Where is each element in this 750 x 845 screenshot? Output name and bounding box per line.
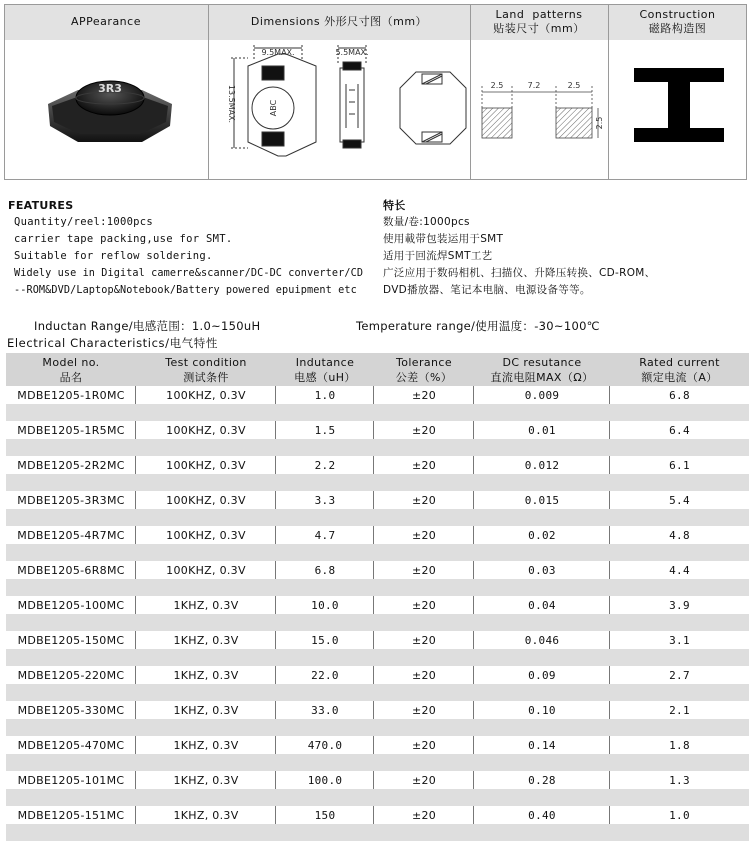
cell-dcr: 0.02 <box>528 528 556 542</box>
cell-model: MDBE1205-101MC <box>17 773 125 787</box>
cell-dcr: 0.009 <box>524 388 560 402</box>
land-patterns-heading <box>470 4 608 40</box>
row-separator-band <box>6 754 749 771</box>
construction-drawing <box>630 66 728 144</box>
land-pattern-drawing <box>474 70 606 150</box>
header-text: Rated current <box>639 355 720 369</box>
header-text-cn: 额定电流（A） <box>641 370 718 384</box>
table-row <box>6 771 749 806</box>
cell-inductance: 1.0 <box>314 388 336 402</box>
cell-tolerance: ±20 <box>411 388 437 402</box>
cell-dcr: 0.03 <box>528 563 556 577</box>
cell-test-condition: 100KHZ, 0.3V <box>166 528 246 542</box>
cell-tolerance: ±20 <box>411 563 437 577</box>
cell-rated-current: 2.7 <box>669 668 690 682</box>
cell-inductance: 100.0 <box>307 773 343 787</box>
table-row <box>6 386 749 421</box>
cell-inductance: 150 <box>314 808 336 822</box>
appearance-label: APPearance <box>71 15 141 28</box>
header-text-cn: 测试条件 <box>183 370 229 384</box>
cell-model: MDBE1205-150MC <box>17 633 125 647</box>
land-b-label: 7.2 <box>527 81 541 90</box>
construction-label-cn: 磁路构造图 <box>648 22 707 35</box>
cell-rated-current: 1.8 <box>669 738 690 752</box>
cell-dcr: 0.28 <box>528 773 556 787</box>
cell-inductance: 2.2 <box>314 458 336 472</box>
feature-line-cn: DVD播放器、笔记本电脑、电源设备等等。 <box>383 284 591 296</box>
land-patterns-label-cn: 贴装尺寸（mm） <box>493 22 585 35</box>
cell-tolerance: ±20 <box>411 773 437 787</box>
cell-rated-current: 1.0 <box>669 808 690 822</box>
cell-test-condition: 1KHZ, 0.3V <box>173 808 239 822</box>
cell-test-condition: 100KHZ, 0.3V <box>166 493 246 507</box>
row-separator-band <box>6 824 749 841</box>
table-row <box>6 526 749 561</box>
column-header-inductance <box>276 353 374 386</box>
header-text: DC resutance <box>502 355 582 369</box>
divider <box>470 4 471 180</box>
cell-model: MDBE1205-470MC <box>17 738 125 752</box>
row-separator-band <box>6 684 749 701</box>
inductance-range: Inductan Range/电感范围：1.0~150uH <box>34 319 261 333</box>
header-text: Test condition <box>165 355 247 369</box>
row-separator-band <box>6 649 749 666</box>
header-text: Indutance <box>295 355 355 369</box>
features-title-cn: 特长 <box>383 199 406 212</box>
table-row <box>6 596 749 631</box>
divider <box>4 4 5 180</box>
row-separator-band <box>6 439 749 456</box>
cell-model: MDBE1205-100MC <box>17 598 125 612</box>
dimensions-label: Dimensions 外形尺寸图（mm） <box>250 15 428 28</box>
construction-label: Construction <box>639 8 716 21</box>
header-text-cn: 电感（uH） <box>294 370 356 384</box>
cell-model: MDBE1205-151MC <box>17 808 125 822</box>
table-header <box>6 353 749 386</box>
row-separator-band <box>6 474 749 491</box>
appearance-heading <box>4 4 208 40</box>
dim-height-label: 13.5MAX. <box>227 84 236 124</box>
cell-inductance: 15.0 <box>311 633 339 647</box>
header-text-cn: 直流电阻MAX（Ω） <box>490 370 594 384</box>
cell-model: MDBE1205-220MC <box>17 668 125 682</box>
feature-line: Widely use in Digital camerre&scanner/DC-DC converter/CD <box>14 268 364 279</box>
cell-inductance: 4.7 <box>314 528 336 542</box>
cell-dcr: 0.09 <box>528 668 556 682</box>
dim-thickness-label: 5.5MAX. <box>335 48 369 57</box>
cell-test-condition: 100KHZ, 0.3V <box>166 563 246 577</box>
top-marking-label: ABC <box>269 99 278 117</box>
spec-header-row <box>4 4 747 40</box>
feature-line: Suitable for reflow soldering. <box>14 250 213 262</box>
cell-model: MDBE1205-1R5MC <box>17 423 125 437</box>
cell-dcr: 0.01 <box>528 423 556 437</box>
column-header-model <box>6 353 136 386</box>
cell-tolerance: ±20 <box>411 458 437 472</box>
cell-tolerance: ±20 <box>411 493 437 507</box>
cell-dcr: 0.40 <box>528 808 556 822</box>
cell-model: MDBE1205-1R0MC <box>17 388 125 402</box>
cell-inductance: 10.0 <box>311 598 339 612</box>
cell-rated-current: 3.9 <box>669 598 690 612</box>
divider <box>208 4 209 180</box>
column-header-dcr <box>474 353 610 386</box>
cell-tolerance: ±20 <box>411 738 437 752</box>
divider <box>746 4 747 180</box>
inductor-photo <box>30 56 190 156</box>
table-row <box>6 666 749 701</box>
cell-inductance: 470.0 <box>307 738 343 752</box>
cell-tolerance: ±20 <box>411 598 437 612</box>
column-header-tolerance <box>374 353 474 386</box>
cell-rated-current: 1.3 <box>669 773 690 787</box>
cell-tolerance: ±20 <box>411 703 437 717</box>
cell-inductance: 6.8 <box>314 563 336 577</box>
cell-tolerance: ±20 <box>411 668 437 682</box>
divider <box>608 4 609 180</box>
cell-test-condition: 100KHZ, 0.3V <box>166 388 246 402</box>
header-text-cn: 公差（%） <box>395 370 453 384</box>
header-text: Model no. <box>42 355 100 369</box>
cell-model: MDBE1205-2R2MC <box>17 458 125 472</box>
cell-rated-current: 3.1 <box>669 633 690 647</box>
cell-model: MDBE1205-6R8MC <box>17 563 125 577</box>
column-header-test <box>136 353 276 386</box>
cell-dcr: 0.012 <box>524 458 560 472</box>
row-separator-band <box>6 614 749 631</box>
row-separator-band <box>6 579 749 596</box>
cell-rated-current: 6.1 <box>669 458 690 472</box>
divider <box>4 179 747 180</box>
cell-inductance: 22.0 <box>311 668 339 682</box>
table-row <box>6 561 749 596</box>
feature-line-cn: 适用于回流焊SMT工艺 <box>383 250 493 262</box>
table-row <box>6 806 749 841</box>
divider <box>4 4 747 5</box>
cell-rated-current: 6.4 <box>669 423 690 437</box>
cell-rated-current: 4.4 <box>669 563 690 577</box>
part-marking: 3R3 <box>98 82 122 95</box>
row-separator-band <box>6 789 749 806</box>
feature-line-cn: 广泛应用于数码相机、扫描仪、升降压转换、CD-ROM、 <box>383 267 656 279</box>
cell-rated-current: 6.8 <box>669 388 690 402</box>
cell-dcr: 0.046 <box>524 633 560 647</box>
table-row <box>6 701 749 736</box>
table-row <box>6 456 749 491</box>
construction-heading <box>608 4 747 40</box>
header-text-cn: 品名 <box>59 370 83 384</box>
cell-dcr: 0.10 <box>528 703 556 717</box>
cell-dcr: 0.015 <box>524 493 560 507</box>
cell-dcr: 0.14 <box>528 738 556 752</box>
cell-tolerance: ±20 <box>411 528 437 542</box>
temperature-range: Temperature range/使用温度：-30~100℃ <box>356 319 600 333</box>
cell-tolerance: ±20 <box>411 633 437 647</box>
feature-line: Quantity/reel:1000pcs <box>14 216 154 228</box>
header-text: Tolerance <box>395 355 453 369</box>
table-row <box>6 421 749 456</box>
feature-line: carrier tape packing,use for SMT. <box>14 233 233 245</box>
cell-test-condition: 1KHZ, 0.3V <box>173 598 239 612</box>
cell-test-condition: 1KHZ, 0.3V <box>173 633 239 647</box>
cell-tolerance: ±20 <box>411 808 437 822</box>
column-header-current <box>610 353 749 386</box>
cell-rated-current: 4.8 <box>669 528 690 542</box>
cell-model: MDBE1205-4R7MC <box>17 528 125 542</box>
cell-test-condition: 100KHZ, 0.3V <box>166 458 246 472</box>
table-row <box>6 736 749 771</box>
dimensions-heading <box>208 4 470 40</box>
cell-test-condition: 100KHZ, 0.3V <box>166 423 246 437</box>
cell-test-condition: 1KHZ, 0.3V <box>173 738 239 752</box>
cell-test-condition: 1KHZ, 0.3V <box>173 703 239 717</box>
cell-model: MDBE1205-3R3MC <box>17 493 125 507</box>
feature-line: --ROM&DVD/Laptop&Notebook/Battery powered epuipment etc <box>14 285 357 296</box>
row-separator-band <box>6 404 749 421</box>
feature-line-cn: 数量/卷:1000pcs <box>383 216 470 228</box>
cell-test-condition: 1KHZ, 0.3V <box>173 773 239 787</box>
cell-dcr: 0.04 <box>528 598 556 612</box>
cell-inductance: 3.3 <box>314 493 336 507</box>
cell-inductance: 33.0 <box>311 703 339 717</box>
features-title: FEATURES <box>8 199 74 212</box>
land-h-label: 2.5 <box>595 116 604 130</box>
land-c-label: 2.5 <box>567 81 581 90</box>
dim-width-label: 9.5MAX. <box>261 48 295 57</box>
section-title: Electrical Characteristics/电气特性 <box>7 336 218 350</box>
land-patterns-label: Land patterns <box>495 8 583 21</box>
feature-line-cn: 使用載带包装运用于SMT <box>383 233 504 245</box>
cell-rated-current: 2.1 <box>669 703 690 717</box>
cell-inductance: 1.5 <box>314 423 336 437</box>
table-row <box>6 491 749 526</box>
cell-test-condition: 1KHZ, 0.3V <box>173 668 239 682</box>
table-row <box>6 631 749 666</box>
dimensions-drawing <box>212 44 467 176</box>
row-separator-band <box>6 544 749 561</box>
land-a-label: 2.5 <box>490 81 504 90</box>
row-separator-band <box>6 509 749 526</box>
cell-rated-current: 5.4 <box>669 493 690 507</box>
cell-model: MDBE1205-330MC <box>17 703 125 717</box>
row-separator-band <box>6 719 749 736</box>
cell-tolerance: ±20 <box>411 423 437 437</box>
